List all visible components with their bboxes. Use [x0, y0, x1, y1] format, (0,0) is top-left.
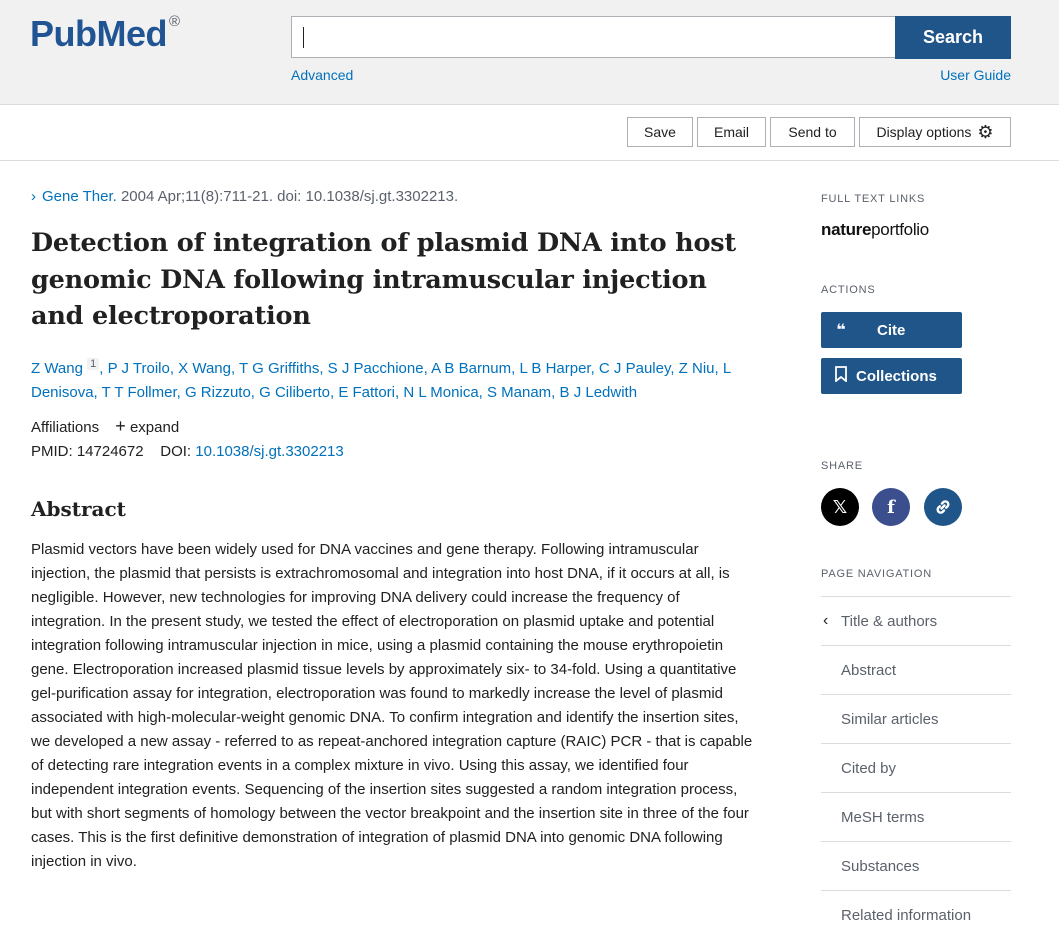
chevron-right-icon: ›	[31, 188, 36, 205]
identifiers	[31, 443, 344, 460]
portfolio-wordmark: portfolio	[871, 220, 929, 239]
registered-mark: ®	[169, 13, 181, 30]
nature-wordmark: nature	[821, 220, 872, 239]
article-title: Detection of integration of plasmid DNA into host genomic DNA following intramuscular injection and electroporation	[31, 228, 737, 331]
logo-text: PubMed	[30, 13, 167, 54]
user-guide-link[interactable]: User Guide	[940, 67, 1011, 83]
collections-button[interactable]	[821, 358, 962, 394]
nav-label: Similar articles	[841, 710, 939, 728]
email-button[interactable]: Email	[697, 117, 766, 147]
article-toolbar	[0, 104, 1059, 161]
affiliations-row	[31, 416, 179, 437]
affiliations-label: Affiliations	[31, 419, 100, 436]
cite-label: Cite	[877, 321, 906, 339]
nature-portfolio-link[interactable]	[821, 220, 929, 240]
abstract-text: Plasmid vectors have been widely used for DNA vaccines and gene therapy. Following intramuscular injection, the plasmid that persists is extrachromosomal and integration into host DNA, if it occurs at all, is negligible. However, new technologies for improving DNA delivery could increase the frequency of integration. In the present study, we tested the effect of electroporation on plasmid uptake and potential integration following intramuscular injection in mice, using a plasmid containing the mouse erythropoietin gene. Electroporation increased plasmid tissue levels by approximately six- to 34-fold. Using a quantitative gel-purification assay for integration, electroporation was found to markedly increase the level of plasmid associated with high-molecular-weight genomic DNA. To confirm integration and identify the insertion sites, we developed a new assay - referred to as repeat-anchored integration capture (RAIC) PCR - that is capable of detecting rare integration events in a complex mixture in vivo. Using this assay, we identified four independent integration events. Sequencing of the insertion sites suggested a random integration process, but with short segments of homology between the vector breakpoint and the insertion site in three of the four cases. This is the first definitive demonstration of integration of plasmid DNA into genomic DNA following injection in vivo.	[31, 541, 753, 870]
text-caret	[303, 27, 304, 48]
nav-item-title-authors[interactable]	[821, 596, 1011, 645]
affiliation-number[interactable]: 1	[87, 358, 99, 370]
nav-item-similar-articles[interactable]	[821, 694, 1011, 743]
bookmark-icon	[821, 366, 861, 387]
full-text-links-heading: FULL TEXT LINKS	[821, 193, 926, 205]
send-to-button[interactable]: Send to	[770, 117, 855, 147]
nav-label: Cited by	[841, 759, 897, 777]
gear-icon: ⚙	[977, 121, 994, 142]
nav-item-related-information[interactable]	[821, 890, 1011, 939]
nav-label: Substances	[841, 857, 920, 875]
link-icon[interactable]	[924, 488, 962, 526]
journal-citation	[31, 188, 458, 205]
actions-heading: ACTIONS	[821, 284, 876, 296]
display-options-label: Display options	[876, 124, 972, 140]
page-navigation-heading: PAGE NAVIGATION	[821, 568, 933, 580]
author-link[interactable]: Z Wang	[31, 360, 83, 377]
share-heading: SHARE	[821, 460, 863, 472]
author-list	[31, 352, 751, 405]
cite-button[interactable]	[821, 312, 962, 348]
quote-icon: ❝	[836, 322, 846, 339]
nav-label: Abstract	[841, 661, 897, 679]
nav-item-substances[interactable]	[821, 841, 1011, 890]
header	[0, 0, 1059, 105]
citation-details: 2004 Apr;11(8):711-21. doi: 10.1038/sj.gt.3302213.	[116, 188, 459, 205]
plus-icon[interactable]: +	[115, 416, 126, 436]
nav-label: Title & authors	[841, 612, 938, 630]
doi-link[interactable]: 10.1038/sj.gt.3302213	[195, 443, 344, 460]
pmid: PMID: 14724672	[31, 443, 144, 460]
advanced-search-link[interactable]: Advanced	[291, 67, 354, 83]
abstract-heading: Abstract	[31, 497, 126, 521]
search-input[interactable]	[291, 16, 895, 58]
page-navigation	[821, 596, 1011, 939]
x-twitter-icon[interactable]: 𝕏	[821, 488, 859, 526]
doi-label: DOI:	[160, 443, 192, 460]
nav-label: Related information	[841, 906, 972, 924]
author-links[interactable]: , P J Troilo, X Wang, T G Griffiths, S J Pacchione, A B Barnum, L B Harper, C J Pauley, Z Niu, L Denisova, T T Follmer, G Rizzuto, G Ciliberto, E Fattori, N L Monica, S Manam, B J Ledwith	[31, 360, 731, 401]
save-button[interactable]: Save	[627, 117, 693, 147]
facebook-icon[interactable]: f	[872, 488, 910, 526]
display-options-button[interactable]	[859, 117, 1011, 147]
journal-link[interactable]: Gene Ther.	[42, 188, 117, 205]
chevron-left-icon: ‹	[823, 612, 829, 629]
search-button[interactable]: Search	[895, 16, 1011, 59]
pubmed-logo[interactable]	[30, 12, 181, 56]
nav-item-abstract[interactable]	[821, 645, 1011, 694]
collections-label: Collections	[856, 367, 937, 385]
nav-label: MeSH terms	[841, 808, 925, 826]
expand-button[interactable]: expand	[129, 419, 180, 436]
nav-item-mesh-terms[interactable]	[821, 792, 1011, 841]
nav-item-cited-by[interactable]	[821, 743, 1011, 792]
